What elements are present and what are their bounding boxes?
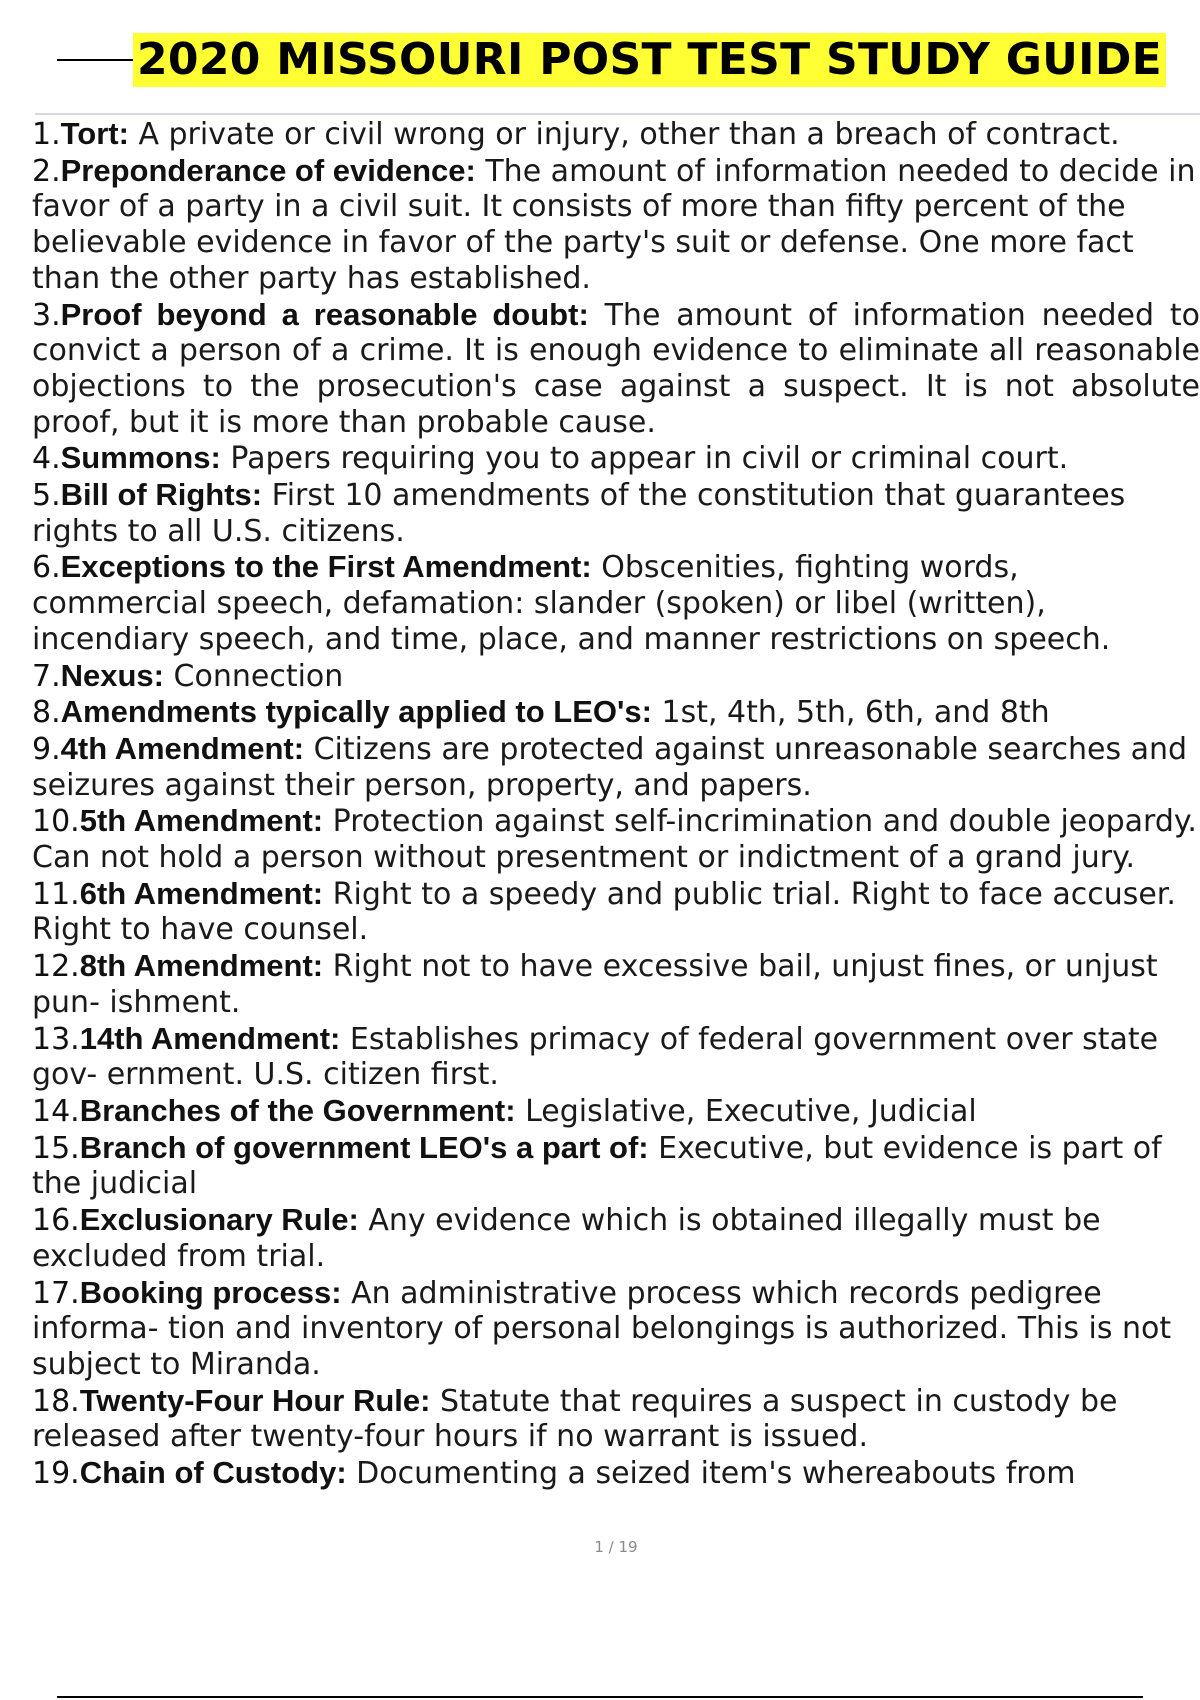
term-label: Amendments typically applied to LEO's: [60,694,652,730]
term-label: 5th Amendment: [79,803,324,839]
term-definition: Protection against self-incrimination and double jeopardy. Can not hold a person without presentment or indictment of a grand jury. [32,804,1197,876]
terms-list [32,116,1200,1492]
term-definition: Citizens are protected against unreasonable searches and seizures against their person, property, and papers. [32,731,1188,803]
term-label: 6th Amendment: [79,875,324,911]
term-definition: The amount of information needed to convict a person of a crime. It is enough evidence to eliminate all reasonable objections to the prosecution's case against a suspect. It is not absolute proof, but it is more than probable cause. [32,297,1200,440]
term-item [32,440,1200,477]
term-item [32,549,1200,657]
term-definition: First 10 amendments of the constitution that guarantees rights to all U.S. citizens. [32,478,1126,549]
term-definition: Papers requiring you to appear in civil or criminal court. [220,441,1069,477]
term-definition: Establishes primacy of federal government over state gov- ernment. U.S. citizen first. [32,1021,1159,1093]
term-number: 6. [32,550,61,586]
document-title [133,33,1166,87]
term-item [32,694,1200,731]
term-label: Exclusionary Rule: [79,1202,359,1238]
term-definition: Documenting a seized item's whereabouts from [346,1456,1076,1492]
term-definition: An administrative process which records pedigree informa- tion and inventory of personal belongings is authorized. This is not subject to Miranda. [32,1275,1172,1382]
term-item [32,1202,1200,1274]
term-item [32,876,1200,948]
page-indicator: 1 / 19 [594,1538,638,1556]
term-item [32,1275,1200,1383]
header-divider [35,113,1200,115]
term-number: 16. [32,1203,80,1239]
term-number: 4. [32,441,61,477]
term-number: 15. [32,1130,80,1166]
term-definition: Statute that requires a suspect in custody be released after twenty-four hours if no warrant is issued. [32,1383,1118,1455]
term-label: Exceptions to the First Amendment: [60,549,592,585]
term-definition: A private or civil wrong or injury, other than a breach of contract. [128,117,1120,152]
term-label: Chain of Custody: [79,1455,347,1491]
term-definition: Connection [164,658,344,694]
term-label: Bill of Rights: [60,477,263,513]
term-item [32,1455,1200,1492]
term-label: Preponderance of evidence: [60,152,476,188]
term-number: 12. [32,949,80,985]
term-definition: Legislative, Executive, Judicial [515,1093,977,1129]
term-item [32,477,1200,549]
term-item [32,1130,1200,1202]
term-definition: Obscenities, fighting words, commercial speech, defamation: slander (spoken) or libel (written), incendiary speech, and time, place, and manner restrictions on speech. [32,550,1111,657]
title-rule [57,59,133,61]
term-item [32,948,1200,1020]
term-number: 19. [32,1456,80,1492]
term-item [32,731,1200,803]
term-item [32,297,1200,441]
term-number: 3. [32,297,61,333]
term-item [32,116,1200,153]
term-number: 17. [32,1275,80,1311]
term-item [32,153,1200,297]
term-label: Tort: [60,116,129,151]
term-number: 10. [32,804,80,840]
term-definition: The amount of information needed to decide in favor of a party in a civil suit. It consists of more than fifty percent of the believable evidence in favor of the party's suit or defense. One more fact than the other party has established. [32,153,1196,296]
term-number: 13. [32,1021,80,1057]
term-label: Proof beyond a reasonable doubt: [60,296,589,332]
term-label: Booking process: [79,1274,342,1310]
term-definition: Executive, but evidence is part of the judicial [32,1130,1162,1202]
term-number: 9. [32,731,61,767]
term-label: Twenty-Four Hour Rule: [79,1382,431,1418]
term-item [32,1383,1200,1455]
term-label: 8th Amendment: [79,948,324,984]
term-label: Branch of government LEO's a part of: [79,1129,649,1165]
term-definition: Right not to have excessive bail, unjust fines, or unjust pun- ishment. [32,949,1158,1020]
term-number: 14. [32,1093,80,1129]
term-number: 8. [32,695,61,731]
term-number: 2. [32,153,61,189]
term-definition: 1st, 4th, 5th, 6th, and 8th [651,695,1050,731]
term-number: 1. [32,117,61,152]
term-label: 14th Amendment: [79,1020,341,1056]
term-number: 5. [32,478,61,514]
term-item [32,803,1200,875]
term-number: 11. [32,876,80,912]
term-item [32,1093,1200,1130]
term-definition: Any evidence which is obtained illegally must be excluded from trial. [32,1203,1101,1274]
document-title-text: 2020 MISSOURI POST TEST STUDY GUIDE [137,34,1163,85]
term-label: Branches of the Government: [79,1092,516,1128]
term-label: Nexus: [60,657,164,693]
term-item [32,1021,1200,1093]
term-item [32,658,1200,695]
term-number: 18. [32,1383,80,1419]
term-number: 7. [32,658,61,694]
term-definition: Right to a speedy and public trial. Right to face accuser. Right to have counsel. [32,876,1176,948]
term-label: Summons: [60,440,221,476]
footer-divider [57,1696,1143,1698]
term-label: 4th Amendment: [60,730,305,766]
